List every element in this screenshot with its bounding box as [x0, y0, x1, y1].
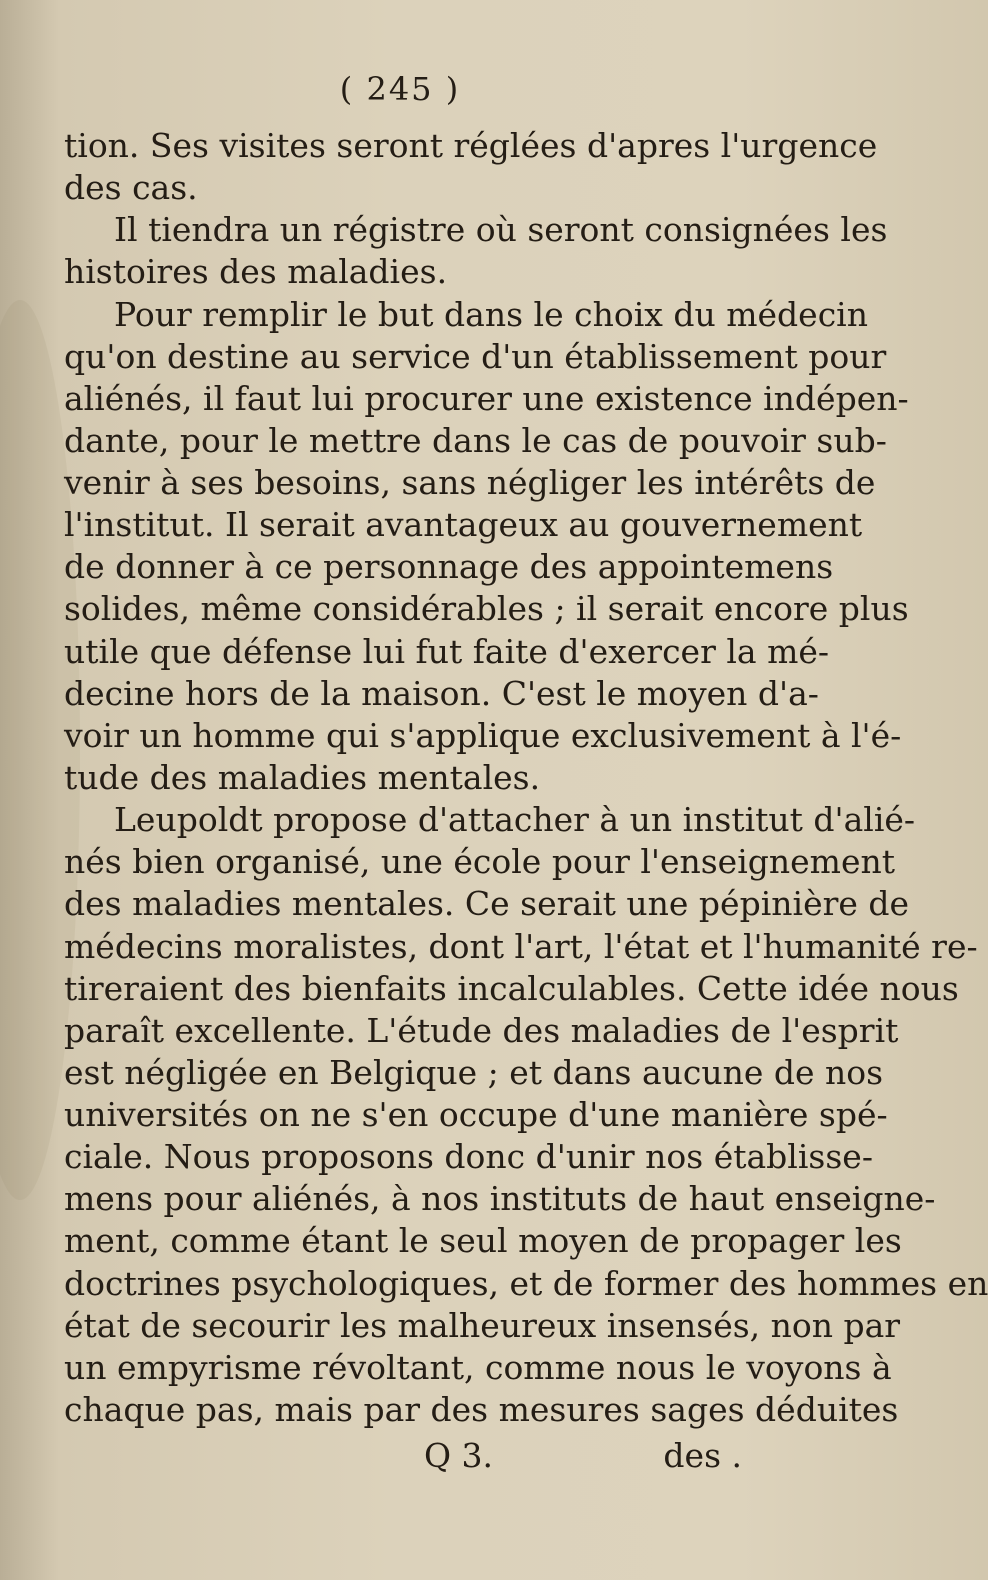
text-line: Leupoldt propose d'attacher à un institut d'alié-: [114, 800, 916, 839]
text-line: nés bien organisé, une école pour l'enseignement: [64, 842, 896, 881]
text-line: doctrines psychologiques, et de former des hommes en: [64, 1264, 988, 1303]
catchword: des .: [663, 1436, 742, 1475]
text-line: Il tiendra un régistre où seront consignées les: [114, 210, 888, 249]
text-line: mens pour aliénés, à nos instituts de haut enseigne-: [64, 1179, 936, 1218]
text-line: est négligée en Belgique ; et dans aucune de nos: [64, 1053, 884, 1092]
text-line: état de secourir les malheureux insensés, non par: [64, 1306, 901, 1345]
text-line: ment, comme étant le seul moyen de propager les: [64, 1221, 902, 1260]
text-line: decine hors de la maison. C'est le moyen d'a-: [64, 674, 819, 713]
text-line: Pour remplir le but dans le choix du médecin: [114, 295, 868, 334]
text-line: universités on ne s'en occupe d'une manière spé-: [64, 1095, 888, 1134]
text-line: tude des maladies mentales.: [64, 758, 541, 797]
text-line: voir un homme qui s'applique exclusivement à l'é-: [64, 716, 902, 755]
text-line: des maladies mentales. Ce serait une pépinière de: [64, 884, 910, 923]
text-line: ciale. Nous proposons donc d'unir nos établisse-: [64, 1137, 873, 1176]
text-line: utile que défense lui fut faite d'exercer la mé-: [64, 632, 830, 671]
text-line: l'institut. Il serait avantageux au gouvernement: [64, 505, 863, 544]
signature-mark: Q 3.: [424, 1436, 494, 1475]
text-line: médecins moralistes, dont l'art, l'état et l'humanité re-: [64, 927, 978, 966]
text-line: venir à ses besoins, sans négliger les intérêts de: [64, 463, 876, 502]
text-line: dante, pour le mettre dans le cas de pouvoir sub-: [64, 421, 887, 460]
text-line: tireraient des bienfaits incalculables. Cette idée nous: [64, 969, 959, 1008]
text-line: de donner à ce personnage des appointemens: [64, 547, 834, 586]
text-line: histoires des maladies.: [64, 252, 448, 291]
page-number: ( 245 ): [339, 70, 461, 108]
text-line: des cas.: [64, 168, 198, 207]
text-line: qu'on destine au service d'un établissement pour: [64, 337, 887, 376]
text-line: un empyrisme révoltant, comme nous le voyons à: [64, 1348, 892, 1387]
text-line: chaque pas, mais par des mesures sages déduites: [64, 1390, 899, 1429]
text-line: solides, même considérables ; il serait encore plus: [64, 589, 909, 628]
text-line: aliénés, il faut lui procurer une existence indépen-: [64, 379, 909, 418]
text-line: paraît excellente. L'étude des maladies de l'esprit: [64, 1011, 899, 1050]
text-line: tion. Ses visites seront réglées d'apres l'urgence: [64, 126, 878, 165]
